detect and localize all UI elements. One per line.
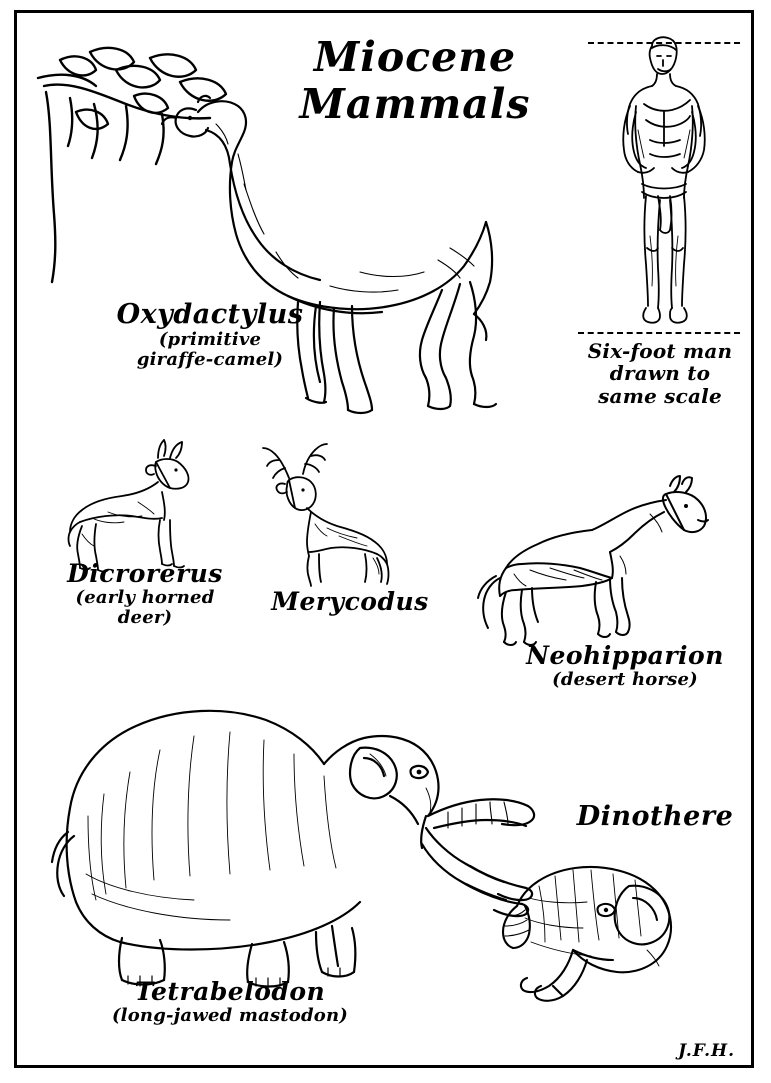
label-dicrorerus-common-2: deer) — [117, 607, 173, 629]
label-man-line-1: Six-foot man — [587, 339, 733, 363]
label-neohipparion-common-1: (desert horse) — [552, 669, 698, 690]
title-line-1: Miocene — [313, 33, 517, 81]
label-six-foot-man — [570, 340, 750, 407]
label-oxydactylus-common-2: giraffe-camel) — [136, 349, 284, 371]
label-tetrabelodon-genus: Tetrabelodon — [134, 977, 326, 1006]
label-man-line-3: same scale — [598, 383, 722, 408]
figure-merycodus — [255, 432, 415, 587]
label-oxydactylus-genus: Oxydactylus — [116, 299, 304, 330]
figure-dicrorerus — [52, 436, 212, 576]
label-tetrabelodon-common-1: (long-jawed mastodon) — [111, 1005, 349, 1026]
label-neohipparion-genus: Neohipparion — [526, 641, 724, 670]
label-dicrorerus-common-1: (early horned — [75, 587, 215, 608]
label-tetrabelodon — [60, 978, 400, 1026]
label-dinothere-genus: Dinothere — [576, 801, 734, 832]
label-oxydactylus — [80, 300, 340, 371]
figure-dinothere — [495, 846, 705, 1006]
label-merycodus-genus: Merycodus — [271, 587, 429, 616]
artist-signature: J.F.H. — [678, 1041, 735, 1061]
figure-six-foot-man — [600, 36, 730, 336]
label-dicrorerus-genus: Dicrorerus — [67, 559, 223, 588]
label-dinothere — [560, 802, 750, 832]
figure-tetrabelodon — [30, 676, 550, 996]
title-line-2: Mammals — [299, 80, 531, 129]
label-oxydactylus-common-1: (primitive — [158, 329, 262, 351]
label-dicrorerus — [30, 560, 260, 628]
label-man-line-2: drawn to — [609, 361, 711, 386]
label-merycodus — [250, 588, 450, 616]
figure-neohipparion — [470, 470, 720, 650]
